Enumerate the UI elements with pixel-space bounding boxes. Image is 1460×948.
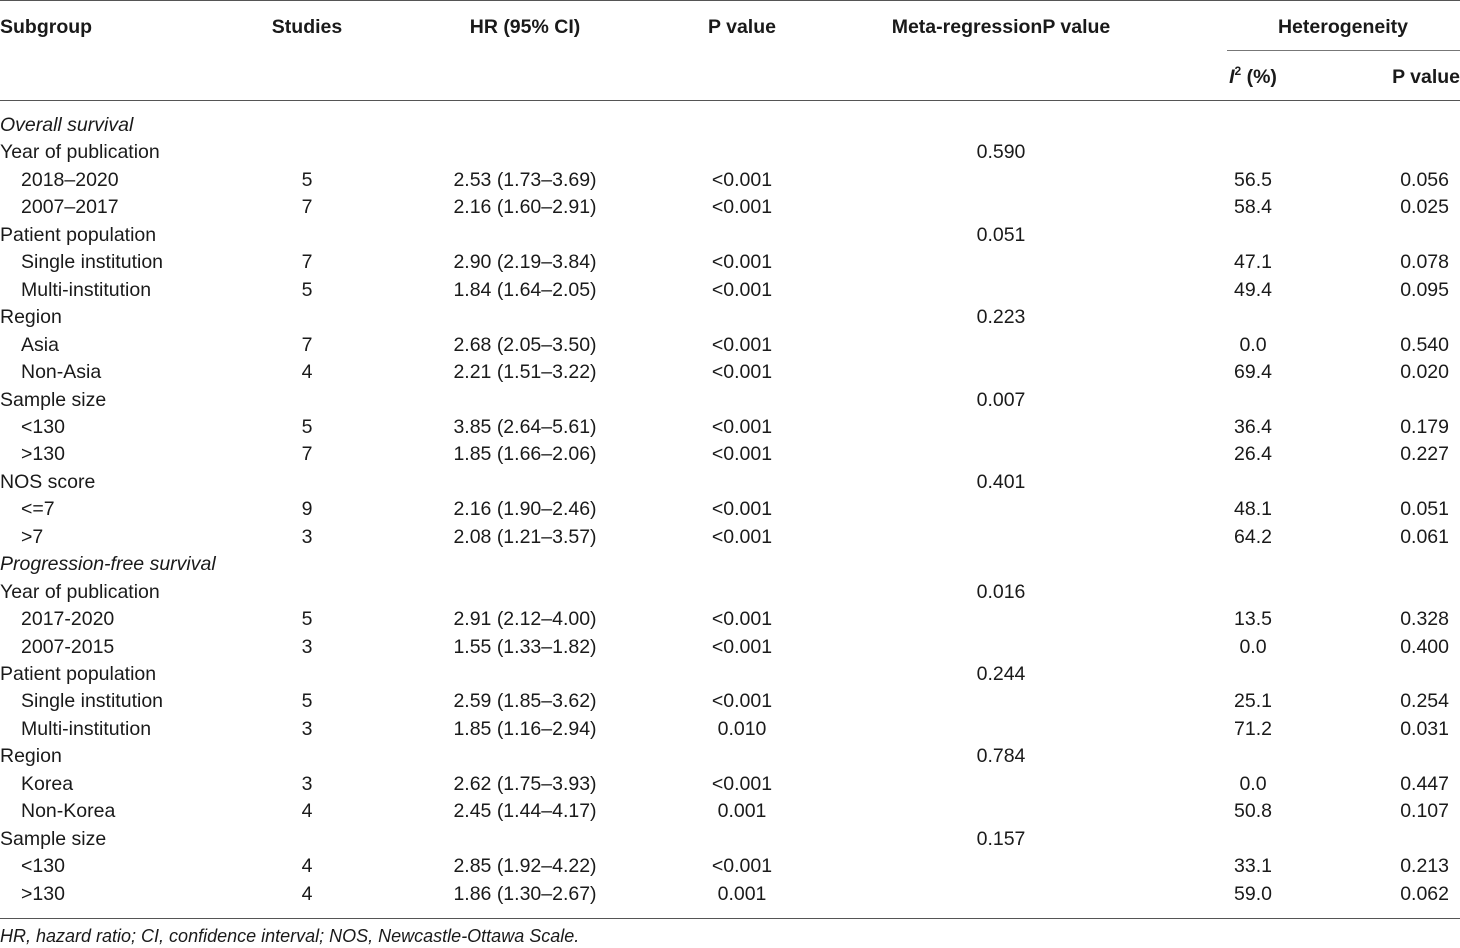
group-label: Year of publication <box>0 141 160 164</box>
header-het-p-value: P value <box>1392 66 1460 88</box>
subgroup-label: Multi-institution <box>21 717 152 740</box>
table-row <box>0 496 1460 524</box>
heterogeneity-p-value: 0.107 <box>1400 800 1449 823</box>
group-label: Sample size <box>0 388 107 411</box>
table-row <box>0 277 1460 305</box>
i2-value: 33.1 <box>1234 855 1272 878</box>
hazard-ratio-ci: 1.55 (1.33–1.82) <box>453 635 597 658</box>
heterogeneity-p-value: 0.025 <box>1400 196 1449 219</box>
studies-count: 7 <box>301 443 313 466</box>
p-value: <0.001 <box>711 772 773 795</box>
subgroup-label: Single institution <box>21 251 164 274</box>
subgroup-label: 2007–2017 <box>21 196 119 219</box>
table-row <box>0 771 1460 799</box>
hazard-ratio-ci: 1.84 (1.64–2.05) <box>453 278 597 301</box>
table-footnote: HR, hazard ratio; CI, confidence interval; NOS, Newcastle-Ottawa Scale. <box>0 926 580 946</box>
header-i2-letter: I <box>1229 66 1235 88</box>
heterogeneity-p-value: 0.078 <box>1400 251 1449 274</box>
studies-count: 3 <box>301 525 313 548</box>
subgroup-label: Single institution <box>21 690 164 713</box>
i2-value: 25.1 <box>1234 690 1272 713</box>
p-value: <0.001 <box>711 690 773 713</box>
section-label: Overall survival <box>0 114 134 136</box>
hazard-ratio-ci: 2.45 (1.44–4.17) <box>453 800 597 823</box>
p-value: <0.001 <box>711 635 773 658</box>
studies-count: 5 <box>301 168 313 191</box>
hazard-ratio-ci: 1.85 (1.16–2.94) <box>453 717 597 740</box>
section-row <box>0 551 1460 579</box>
group-row <box>0 222 1460 250</box>
i2-value: 56.5 <box>1234 168 1272 191</box>
table-row <box>0 881 1460 909</box>
p-value: <0.001 <box>711 415 773 438</box>
heterogeneity-p-value: 0.254 <box>1400 690 1449 713</box>
heterogeneity-p-value: 0.227 <box>1400 443 1449 466</box>
header-i2-sup: 2 <box>1234 64 1242 78</box>
table-row <box>0 194 1460 222</box>
table-bottom-rule <box>0 918 1460 919</box>
studies-count: 3 <box>301 772 313 795</box>
heterogeneity-p-value: 0.056 <box>1400 168 1449 191</box>
subgroup-label: Non-Asia <box>21 361 102 384</box>
p-value: <0.001 <box>711 251 773 274</box>
group-row <box>0 743 1460 771</box>
hazard-ratio-ci: 3.85 (2.64–5.61) <box>453 415 597 438</box>
hazard-ratio-ci: 1.86 (1.30–2.67) <box>453 882 597 905</box>
studies-count: 3 <box>301 635 313 658</box>
studies-count: 5 <box>301 278 313 301</box>
table-row <box>0 853 1460 881</box>
table-row <box>0 606 1460 634</box>
group-label: Sample size <box>0 827 107 850</box>
i2-value: 47.1 <box>1234 251 1272 274</box>
p-value: 0.001 <box>717 800 767 823</box>
heterogeneity-p-value: 0.213 <box>1400 855 1449 878</box>
group-row <box>0 661 1460 689</box>
heterogeneity-p-value: 0.179 <box>1400 415 1449 438</box>
group-label: NOS score <box>0 470 96 493</box>
header-hr: HR (95% CI) <box>469 16 581 38</box>
table-row <box>0 332 1460 360</box>
subgroup-label: <130 <box>21 415 65 438</box>
studies-count: 4 <box>301 361 313 384</box>
hazard-ratio-ci: 2.68 (2.05–3.50) <box>453 333 597 356</box>
p-value: 0.001 <box>717 882 767 905</box>
hazard-ratio-ci: 2.59 (1.85–3.62) <box>453 690 597 713</box>
group-label: Patient population <box>0 223 157 246</box>
hazard-ratio-ci: 2.21 (1.51–3.22) <box>453 361 597 384</box>
i2-value: 71.2 <box>1234 717 1272 740</box>
p-value: <0.001 <box>711 855 773 878</box>
header-i2-unit: (%) <box>1241 66 1277 88</box>
group-row <box>0 139 1460 167</box>
group-row <box>0 579 1460 607</box>
studies-count: 7 <box>301 333 313 356</box>
subgroup-label: Korea <box>21 772 74 795</box>
i2-value: 0.0 <box>1239 635 1267 658</box>
p-value: 0.010 <box>717 717 767 740</box>
i2-value: 59.0 <box>1234 882 1272 905</box>
group-label: Patient population <box>0 663 157 685</box>
studies-count: 4 <box>301 855 313 878</box>
subgroup-label: >7 <box>21 525 44 548</box>
hazard-ratio-ci: 2.16 (1.90–2.46) <box>453 498 597 521</box>
i2-value: 58.4 <box>1234 196 1272 219</box>
heterogeneity-p-value: 0.447 <box>1400 772 1449 795</box>
i2-value: 26.4 <box>1234 443 1272 466</box>
hazard-ratio-ci: 2.16 (1.60–2.91) <box>453 196 597 219</box>
i2-value: 49.4 <box>1234 278 1272 301</box>
subgroup-label: <130 <box>21 855 65 878</box>
group-row <box>0 304 1460 332</box>
subgroup-label: <=7 <box>21 498 55 521</box>
subgroup-label: 2007-2015 <box>21 635 115 658</box>
i2-value: 36.4 <box>1234 415 1272 438</box>
i2-value: 64.2 <box>1234 525 1272 548</box>
header-i2 <box>1229 65 1277 89</box>
p-value: <0.001 <box>711 196 773 219</box>
table-row <box>0 798 1460 826</box>
heterogeneity-p-value: 0.020 <box>1400 361 1449 384</box>
i2-value: 50.8 <box>1234 800 1272 823</box>
hazard-ratio-ci: 2.91 (2.12–4.00) <box>453 608 597 631</box>
meta-regression-p-value: 0.051 <box>976 223 1026 246</box>
studies-count: 5 <box>301 690 313 713</box>
subgroup-label: >130 <box>21 882 65 905</box>
heterogeneity-p-value: 0.051 <box>1400 498 1449 521</box>
p-value: <0.001 <box>711 361 773 384</box>
heterogeneity-rule <box>1227 50 1460 51</box>
meta-regression-p-value: 0.016 <box>976 580 1026 603</box>
table-row <box>0 359 1460 387</box>
heterogeneity-p-value: 0.031 <box>1400 717 1449 740</box>
table-row <box>0 414 1460 442</box>
hazard-ratio-ci: 2.90 (2.19–3.84) <box>453 251 597 274</box>
table-top-rule <box>0 0 1460 1</box>
table-row <box>0 634 1460 662</box>
section-row <box>0 112 1460 140</box>
header-subgroup: Subgroup <box>0 16 93 38</box>
meta-regression-p-value: 0.244 <box>976 663 1026 685</box>
p-value: <0.001 <box>711 443 773 466</box>
hazard-ratio-ci: 2.85 (1.92–4.22) <box>453 855 597 878</box>
i2-value: 13.5 <box>1234 608 1272 631</box>
subgroup-label: >130 <box>21 443 65 466</box>
meta-regression-p-value: 0.401 <box>976 470 1026 493</box>
table-row <box>0 441 1460 469</box>
meta-regression-p-value: 0.590 <box>976 141 1026 164</box>
studies-count: 7 <box>301 251 313 274</box>
group-row <box>0 469 1460 497</box>
meta-regression-p-value: 0.223 <box>976 306 1026 329</box>
header-meta-regression: Meta-regressionP value <box>891 16 1111 38</box>
hazard-ratio-ci: 2.62 (1.75–3.93) <box>453 772 597 795</box>
header-p-value: P value <box>708 16 776 38</box>
heterogeneity-p-value: 0.062 <box>1400 882 1449 905</box>
i2-value: 0.0 <box>1239 772 1267 795</box>
i2-value: 48.1 <box>1234 498 1272 521</box>
studies-count: 7 <box>301 196 313 219</box>
meta-regression-p-value: 0.784 <box>976 745 1026 768</box>
meta-regression-p-value: 0.157 <box>976 827 1026 850</box>
subgroup-label: 2017-2020 <box>21 608 115 631</box>
studies-count: 4 <box>301 882 313 905</box>
p-value: <0.001 <box>711 333 773 356</box>
table-row <box>0 716 1460 744</box>
subgroup-label: Multi-institution <box>21 278 152 301</box>
table-row <box>0 249 1460 277</box>
group-label: Region <box>0 745 62 768</box>
section-label: Progression-free survival <box>0 553 216 576</box>
heterogeneity-p-value: 0.061 <box>1400 525 1449 548</box>
heterogeneity-p-value: 0.400 <box>1400 635 1449 658</box>
table-row <box>0 524 1460 552</box>
hazard-ratio-ci: 2.53 (1.73–3.69) <box>453 168 597 191</box>
studies-count: 5 <box>301 608 313 631</box>
p-value: <0.001 <box>711 498 773 521</box>
subgroup-label: Asia <box>21 333 59 356</box>
table-row <box>0 167 1460 195</box>
p-value: <0.001 <box>711 525 773 548</box>
studies-count: 4 <box>301 800 313 823</box>
group-label: Region <box>0 306 62 329</box>
i2-value: 0.0 <box>1239 333 1267 356</box>
studies-count: 9 <box>301 498 313 521</box>
table-header-rule <box>0 100 1460 101</box>
i2-value: 69.4 <box>1234 361 1272 384</box>
heterogeneity-p-value: 0.095 <box>1400 278 1449 301</box>
hazard-ratio-ci: 2.08 (1.21–3.57) <box>453 525 597 548</box>
subgroup-label: 2018–2020 <box>21 168 119 191</box>
table-row <box>0 688 1460 716</box>
meta-regression-p-value: 0.007 <box>976 388 1026 411</box>
heterogeneity-p-value: 0.328 <box>1400 608 1449 631</box>
p-value: <0.001 <box>711 608 773 631</box>
group-row <box>0 387 1460 415</box>
p-value: <0.001 <box>711 168 773 191</box>
group-row <box>0 826 1460 854</box>
p-value: <0.001 <box>711 278 773 301</box>
header-heterogeneity: Heterogeneity <box>1277 16 1409 38</box>
subgroup-label: Non-Korea <box>21 800 116 823</box>
header-studies: Studies <box>271 16 343 38</box>
studies-count: 3 <box>301 717 313 740</box>
hazard-ratio-ci: 1.85 (1.66–2.06) <box>453 443 597 466</box>
group-label: Year of publication <box>0 580 160 603</box>
heterogeneity-p-value: 0.540 <box>1400 333 1449 356</box>
studies-count: 5 <box>301 415 313 438</box>
